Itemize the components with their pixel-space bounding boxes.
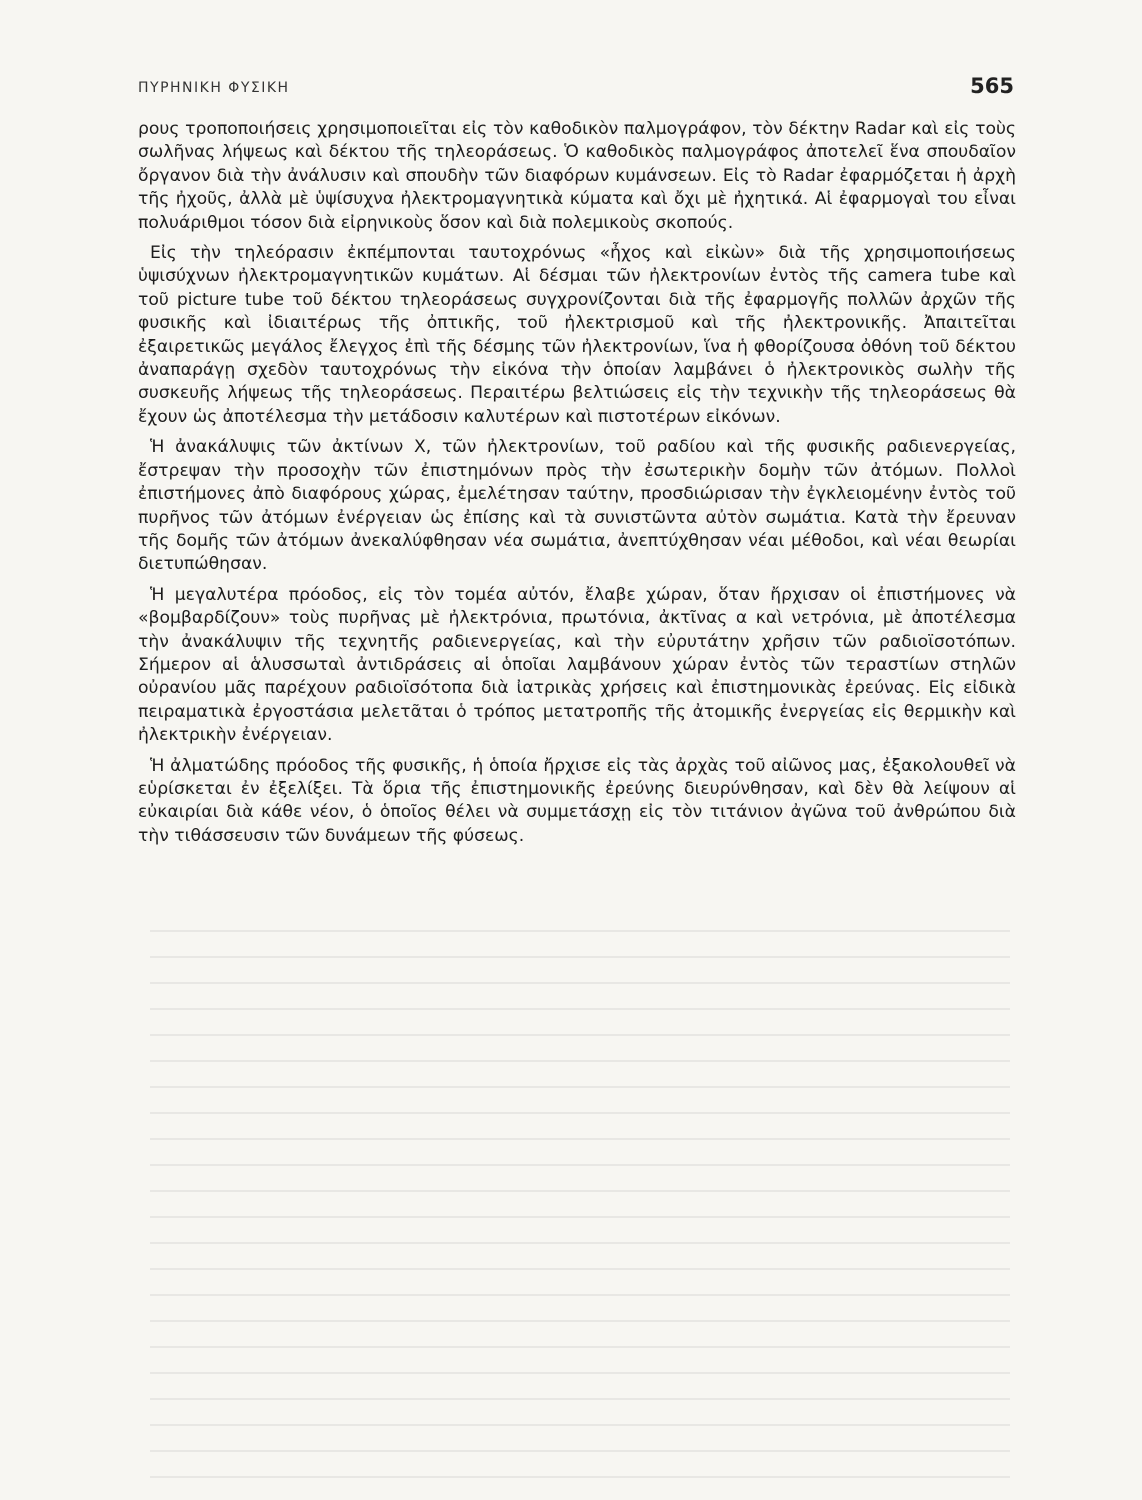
show-through-bleed bbox=[150, 930, 1010, 1490]
body-text bbox=[138, 118, 1016, 855]
paragraph: Ἡ ἀλματώδης πρόοδος τῆς φυσικῆς, ἡ ὁποία ἤρχισε εἰς τὰς ἀρχὰς τοῦ αἰῶνος μας, ἐξακολουθεῖ νὰ εὑρίσκεται ἐν ἐξελίξει. Τὰ ὅρια τῆς ἐπιστημονικῆς ἐρεύνης διευρύνθησαν, καὶ δὲν θὰ λείψουν αἱ εὐκαιρίαι διὰ κάθε νέον, ὁ ὁποῖος θέλει νὰ συμμετάσχῃ εἰς τὸν τιτάνιον ἀγῶνα τοῦ ἀνθρώπου διὰ τὴν τιθάσσευσιν τῶν δυνάμεων τῆς φύσεως. bbox=[138, 755, 1016, 846]
paragraph: Εἰς τὴν τηλεόρασιν ἐκπέμπονται ταυτοχρόνως «ἦχος καὶ εἰκὼν» διὰ τῆς χρησιμοποιήσεως ὑψισύχνων ἠλεκτρομαγνητικῶν κυμάτων. Αἱ δέσμαι τῶν ἠλεκτρονίων ἐντὸς τῆς camera tube καὶ τοῦ picture tube τοῦ δέκτου τηλεοράσεως συγχρονίζονται διὰ τῆς ἐφαρμογῆς πολλῶν ἀρχῶν τῆς φυσικῆς καὶ ἰδιαιτέρως τῆς ὀπτικῆς, τοῦ ἠλεκτρισμοῦ καὶ τῆς ἠλεκτρονικῆς. Ἀπαιτεῖται ἐξαιρετικῶς μεγάλος ἔλεγχος ἐπὶ τῆς δέσμης τῶν ἠλεκτρονίων, ἵνα ἡ φθορίζουσα ὀθόνη τοῦ δέκτου ἀναπαράγῃ σχεδὸν ταυτοχρόνως τὴν εἰκόνα τὴν ὁποίαν λαμβάνει ὁ ἠλεκτρονικὸς σωλὴν τῆς συσκευῆς λήψεως τῆς τηλεοράσεως. Περαιτέρω βελτιώσεις εἰς τὴν τεχνικὴν τῆς τηλεοράσεως θὰ ἔχουν ὡς ἀποτέλεσμα τὴν μετάδοσιν καλυτέρων καὶ πιστοτέρων εἰκόνων. bbox=[138, 243, 1016, 427]
paragraph: Ἡ ἀνακάλυψις τῶν ἀκτίνων X, τῶν ἠλεκτρονίων, τοῦ ραδίου καὶ τῆς φυσικῆς ραδιενεργείας, ἔστρεψαν τὴν προσοχὴν τῶν ἐπιστημόνων πρὸς τὴν ἐσωτερικὴν δομὴν τῶν ἀτόμων. Πολλοὶ ἐπιστήμονες ἀπὸ διαφόρους χώρας, ἐμελέτησαν ταύτην, προσδιώρισαν τὴν ἐγκλειομένην ἐντὸς τοῦ πυρῆνος τῶν ἀτόμων ἐνέργειαν ὡς ἐπίσης καὶ τὰ συνιστῶντα αὐτὸν σωμάτια. Κατὰ τὴν ἔρευναν τῆς δομῆς τῶν ἀτόμων ἀνεκαλύφθησαν νέα σωμάτια, ἀνεπτύχθησαν νέαι μέθοδοι, καὶ νέαι θεωρίαι διετυπώθησαν. bbox=[138, 437, 1016, 575]
running-head: ΠΥΡΗΝΙΚΗ ΦΥΣΙΚΗ bbox=[138, 80, 290, 96]
paragraph: Ἡ μεγαλυτέρα πρόοδος, εἰς τὸν τομέα αὐτόν, ἔλαβε χώραν, ὅταν ἤρχισαν οἱ ἐπιστήμονες νὰ «βομβαρδίζουν» τοὺς πυρῆνας μὲ ἠλεκτρόνια, πρωτόνια, ἀκτῖνας α καὶ νετρόνια, μὲ ἀποτέλεσμα τὴν ἀνακάλυψιν τῆς τεχνητῆς ραδιενεργείας, καὶ τὴν εὐρυτάτην χρῆσιν τῶν ραδιοϊσοτόπων. Σήμερον αἱ ἁλυσσωταὶ ἀντιδράσεις αἱ ὁποῖαι λαμβάνουν χώραν ἐντὸς τῶν τεραστίων στηλῶν οὐρανίου μᾶς παρέχουν ραδιοϊσότοπα διὰ ἰατρικὰς χρήσεις καὶ ἐπιστημονικὰς ἐρεύνας. Εἰς εἰδικὰ πειραματικὰ ἐργοστάσια μελετᾶται ὁ τρόπος μετατροπῆς τῆς ἀτομικῆς ἐνεργείας εἰς θερμικὴν καὶ ἠλεκτρικὴν ἐνέργειαν. bbox=[138, 584, 1016, 746]
page-number: 565 bbox=[970, 74, 1014, 98]
page-header bbox=[138, 70, 1014, 110]
paragraph: ρους τροποποιήσεις χρησιμοποιεῖται εἰς τὸν καθοδικὸν παλμογράφον, τὸν δέκτην Radar καὶ εἰς τοὺς σωλῆνας λήψεως καὶ δέκτου τῆς τηλεοράσεως. Ὁ καθοδικὸς παλμογράφος ἀποτελεῖ ἕνα σπουδαῖον ὄργανον διὰ τὴν ἀνάλυσιν καὶ σπουδὴν τῶν διαφόρων κυμάνσεων. Εἰς τὸ Radar ἐφαρμόζεται ἡ ἀρχὴ τῆς ἠχοῦς, ἀλλὰ μὲ ὑψίσυχνα ἠλεκτρομαγνητικὰ κύματα καὶ ὄχι μὲ ἠχητικά. Αἱ ἐφαρμογαὶ του εἶναι πολυάριθμοι τόσον διὰ εἰρηνικοὺς ὅσον καὶ διὰ πολεμικοὺς σκοπούς. bbox=[138, 119, 1016, 233]
